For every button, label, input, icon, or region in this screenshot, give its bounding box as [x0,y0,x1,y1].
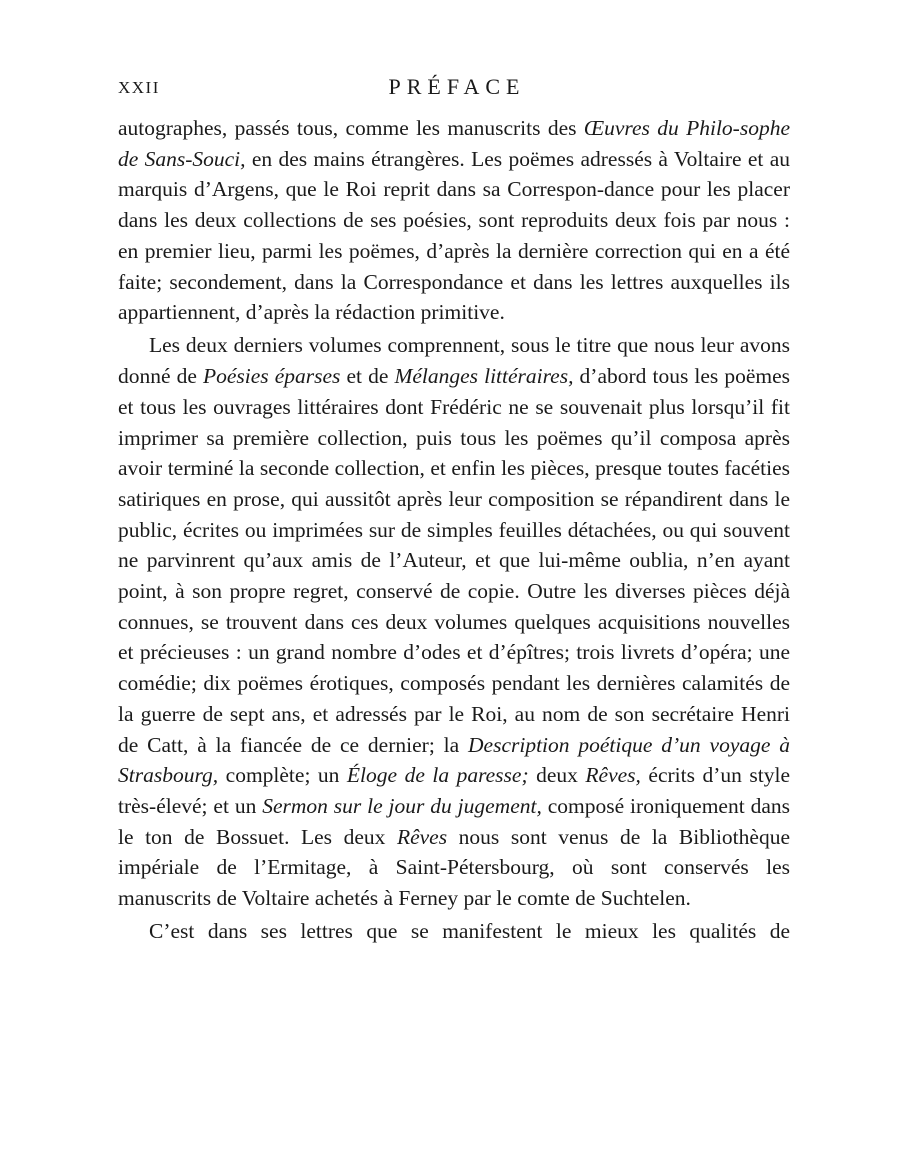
italic-title: Sermon sur le jour du jugement, [262,793,542,818]
text-run: d’abord tous les poëmes et tous les ouvrages littéraires dont Frédéric ne se souvenait plus lorsqu’il fit imprimer sa première collection, puis tous les poëmes qu’il composa après avoir terminé la seconde collection, et enfin les pièces, presque toutes facéties satiriques en prose, qui aussitôt après leur composition se répandirent dans le public, écrites ou imprimées sur de simples feuilles détachées, ou qui souvent ne parvinrent qu’aux amis de l’Auteur, et que lui-même oublia, n’en ayant point, à son propre regret, conservé de copie. Outre les diverses pièces déjà connues, se trouvent dans ces deux volumes quelques acquisitions nouvelles et précieuses : un grand nombre d’odes et d’épîtres; trois livrets d’opéra; une comédie; dix poëmes érotiques, composés pendant les dernières calamités de la guerre de sept ans, et adressés par le Roi, au nom de son secrétaire Henri de Catt, à la fiancée de ce dernier; la [118,364,791,757]
italic-title: Éloge de la paresse; [346,763,529,788]
running-title: PRÉFACE [388,74,526,99]
paragraph-p3 [118,916,790,947]
italic-title: Poésies éparses [202,364,341,389]
text-run: complète; un [218,763,347,788]
text-run: et de [340,364,395,389]
text-run: Les deux derniers volumes comprennent, sous le titre que nous leur avons donné de [118,333,790,389]
italic-title: Rêves [396,824,448,849]
running-header [118,74,790,104]
text-run: écrits d’un style très-élevé; et un [118,763,790,818]
text-run: C’est dans ses lettres que se manifestent le mieux les qualités de [149,919,790,944]
italic-title: Description poétique d’un voyage à Strasbourg, [118,732,791,788]
italic-title: Rêves, [585,763,641,788]
page-number: XXII [118,78,160,97]
body-text [118,113,790,947]
text-run: en des mains étrangères. Les poëmes adressés à Voltaire et au marquis d’Argens, que le Roi reprit dans sa Correspon-dance pour les placer dans les deux collections de ses poésies, sont reproduits deux fois par nous : en premier lieu, parmi les poëmes, d’après la dernière correction qui en a été faite; secondement, dans la Correspondance et dans les lettres auxquelles ils appartiennent, d’après la rédaction primitive. [118,146,790,325]
text-run: deux [528,763,586,788]
italic-title: Mélanges littéraires, [394,364,574,389]
text-run: nous sont venus de la Bibliothèque impériale de l’Ermitage, à Saint-Pétersbourg, où sont conservés les manuscrits de Voltaire achetés à Ferney par le comte de Suchtelen. [118,824,790,911]
paragraph-p1 [118,113,790,328]
text-run: autographes, passés tous, comme les manuscrits des [118,116,584,140]
paragraph-p2 [118,330,790,913]
italic-title: Œuvres du Philo-sophe de Sans-Souci, [118,116,790,171]
text-run: composé ironiquement dans le ton de Bossuet. Les deux [118,793,790,849]
